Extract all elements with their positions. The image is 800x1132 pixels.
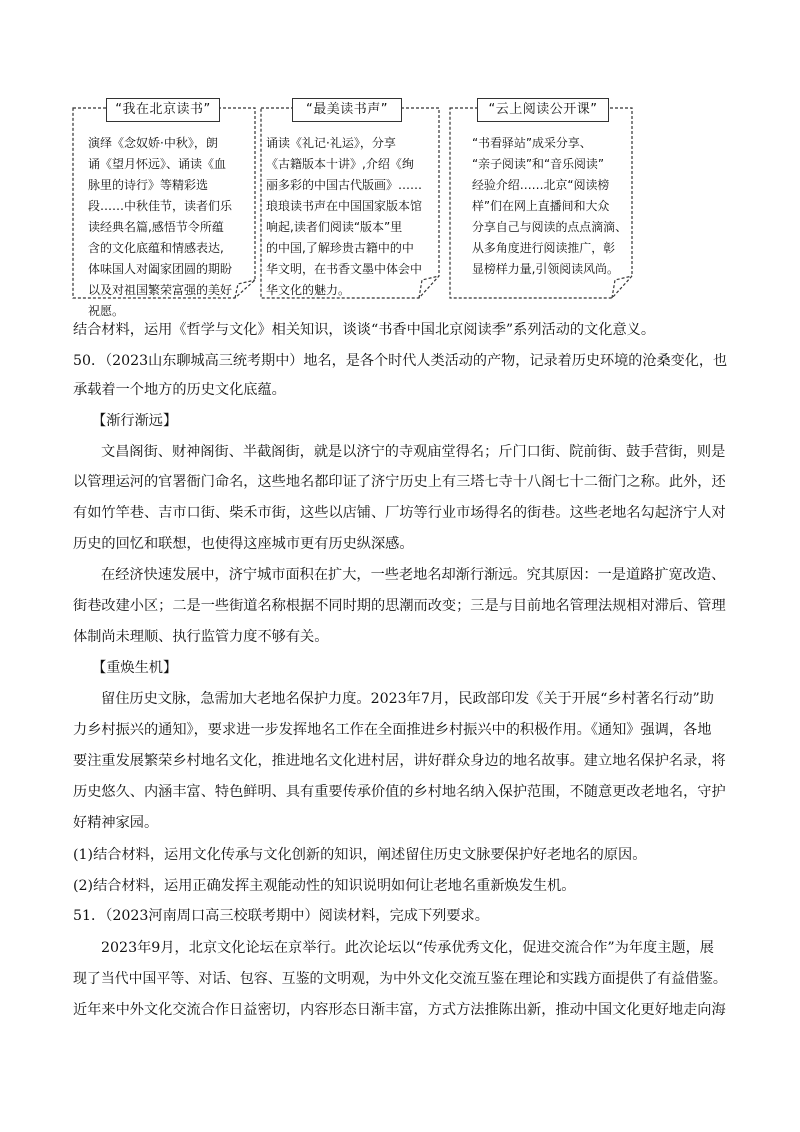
paragraph-line: 2023年9月，北京文化论坛在京举行。此次论坛以“传承优秀文化，促进交流合作”为年度主题，展 — [101, 940, 714, 956]
note-body — [472, 133, 628, 280]
note-line: 分享自己与阅读的点点滴滴、 — [472, 220, 628, 234]
note-box-1 — [72, 100, 256, 318]
paragraph-line: 近年来中外文化交流合作日益密切，内容形态日渐丰富，方式方法推陈出新，推动中国文化更好地走向海 — [73, 1002, 726, 1018]
paragraph-line: 好精神家园。 — [73, 815, 159, 831]
paragraph-line: 历史悠久、内涵丰富、特色鲜明、具有重要传承价值的乡村地名纳入保护范围，不随意更改老地名，守护 — [73, 784, 726, 800]
note-line: 读经典名篇,感悟节令所蕴 — [88, 220, 224, 234]
note-line: 华文明，在书香文墨中体会中 — [266, 262, 423, 276]
paragraph-line: 力乡村振兴的通知》，要求进一步发挥地名工作在全面推进乡村振兴中的积极作用。《通知》强调，各地 — [73, 722, 712, 738]
paragraph-line: 有如竹竿巷、吉市口街、柴禾市街，这些以店铺、厂坊等行业市场得名的街巷。这些老地名勾起济宁人对 — [73, 505, 726, 521]
question-50-stem: 50．（2023山东聊城高三统考期中）地名，是各个时代人类活动的产物，记录着历史环境的沧桑变化，也 — [73, 353, 728, 369]
note-box-3 — [449, 100, 633, 300]
note-box-2 — [260, 100, 440, 300]
sub-question-1: (1)结合材料，运用文化传承与文化创新的知识，阐述留住历史文脉要保护好老地名的原因。 — [73, 847, 647, 863]
note-line: 体味国人对阖家团圆的期盼 — [88, 262, 233, 276]
paragraph-line: 以管理运河的官署衙门命名，这些地名都印证了济宁历史上有三塔七寺十八阁七十二衙门之称。此外，还 — [73, 474, 726, 490]
note-line: 响起,读者们阅读“版本”里 — [266, 220, 403, 234]
paragraph-line: 街巷改建小区；二是一些街道名称根据不同时期的思潮而改变；三是与目前地名管理法规相对滞后、管理 — [73, 598, 726, 614]
note-line: 从多角度进行阅读推广，彰 — [472, 241, 616, 255]
note-line: 的中国,了解珍贵古籍中的中 — [266, 241, 414, 255]
note-line: 华文化的魅力。 — [266, 283, 351, 297]
question-51-stem: 51．（2023河南周口高三校联考期中）阅读材料，完成下列要求。 — [73, 908, 489, 924]
section-heading: 【渐行渐远】 — [92, 413, 178, 429]
note-line: “书看驿站”成采分享、 — [472, 136, 592, 150]
note-tag: “云上阅读公开课” — [477, 98, 609, 122]
note-line: 祝愿。 — [88, 304, 125, 318]
note-line: 经验介绍……北京“阅读榜 — [472, 178, 610, 192]
note-line: 琅琅读书声在中国国家版本馆 — [266, 199, 423, 213]
note-line: 以及对祖国繁荣富强的美好 — [88, 283, 233, 297]
paragraph-line: 在经济快速发展中，济宁城市面积在扩大，一些老地名却渐行渐远。究其原因：一是道路扩宽改造、 — [101, 567, 726, 583]
sub-question-2: (2)结合材料，运用正确发挥主观能动性的知识说明如何让老地名重新焕发生机。 — [73, 878, 576, 894]
question-49-prompt: 结合材料，运用《哲学与文化》相关知识，谈谈“书香中国北京阅读季”系列活动的文化意义。 — [73, 322, 656, 338]
question-50-stem-cont: 承载着一个地方的历史文化底蕴。 — [73, 382, 286, 398]
note-line: 《古籍版本十讲》,介绍《绚 — [266, 157, 414, 171]
note-line: “亲子阅读”和“音乐阅读” — [472, 157, 605, 171]
note-tag: “我在北京读书” — [106, 98, 220, 122]
note-line: 丽多彩的中国古代版画》…… — [266, 178, 423, 192]
paragraph-line: 体制尚未理顺、执行监管力度不够有关。 — [73, 629, 329, 645]
paragraph-line: 留住历史文脉，急需加大老地名保护力度。2023年7月，民政部印发《关于开展“乡村著名行动”助 — [101, 691, 714, 707]
note-line: 诵读《礼记·礼运》，分享 — [266, 136, 396, 150]
paragraph-line: 历史的回忆和联想，也使得这座城市更有历史纵深感。 — [73, 536, 414, 552]
note-line: 脉里的诗行》等精彩选 — [88, 178, 209, 192]
paragraph-line: 要注重发展繁荣乡村地名文化，推进地名文化进村居，讲好群众身边的地名故事。建立地名保护名录，将 — [73, 753, 726, 769]
note-line: 演绎《念奴娇·中秋》，朗 — [88, 136, 218, 150]
paragraph-line: 文昌阁街、财神阁街、半截阁街，就是以济宁的寺观庙堂得名；斤门口街、院前街、鼓手营街，则是 — [101, 444, 726, 460]
note-line: 诵《望月怀远》、诵读《血 — [88, 157, 227, 171]
note-tag: “最美读书声” — [292, 98, 402, 122]
note-line: 段……中秋佳节，读者们乐 — [88, 199, 233, 213]
paragraph-line: 现了当代中国平等、对话、包容、互鉴的文明观，为中外文化交流互鉴在理论和实践方面提供了有益借鉴。 — [73, 971, 727, 987]
section-heading: 【重焕生机】 — [92, 660, 178, 676]
note-line: 样”们在网上直播间和大众 — [472, 199, 610, 213]
note-body — [88, 133, 232, 322]
note-line: 显榜样力量,引领阅读风尚。 — [472, 262, 619, 276]
note-body — [266, 133, 422, 301]
note-line: 含的文化底蕴和情感表达, — [88, 241, 224, 255]
